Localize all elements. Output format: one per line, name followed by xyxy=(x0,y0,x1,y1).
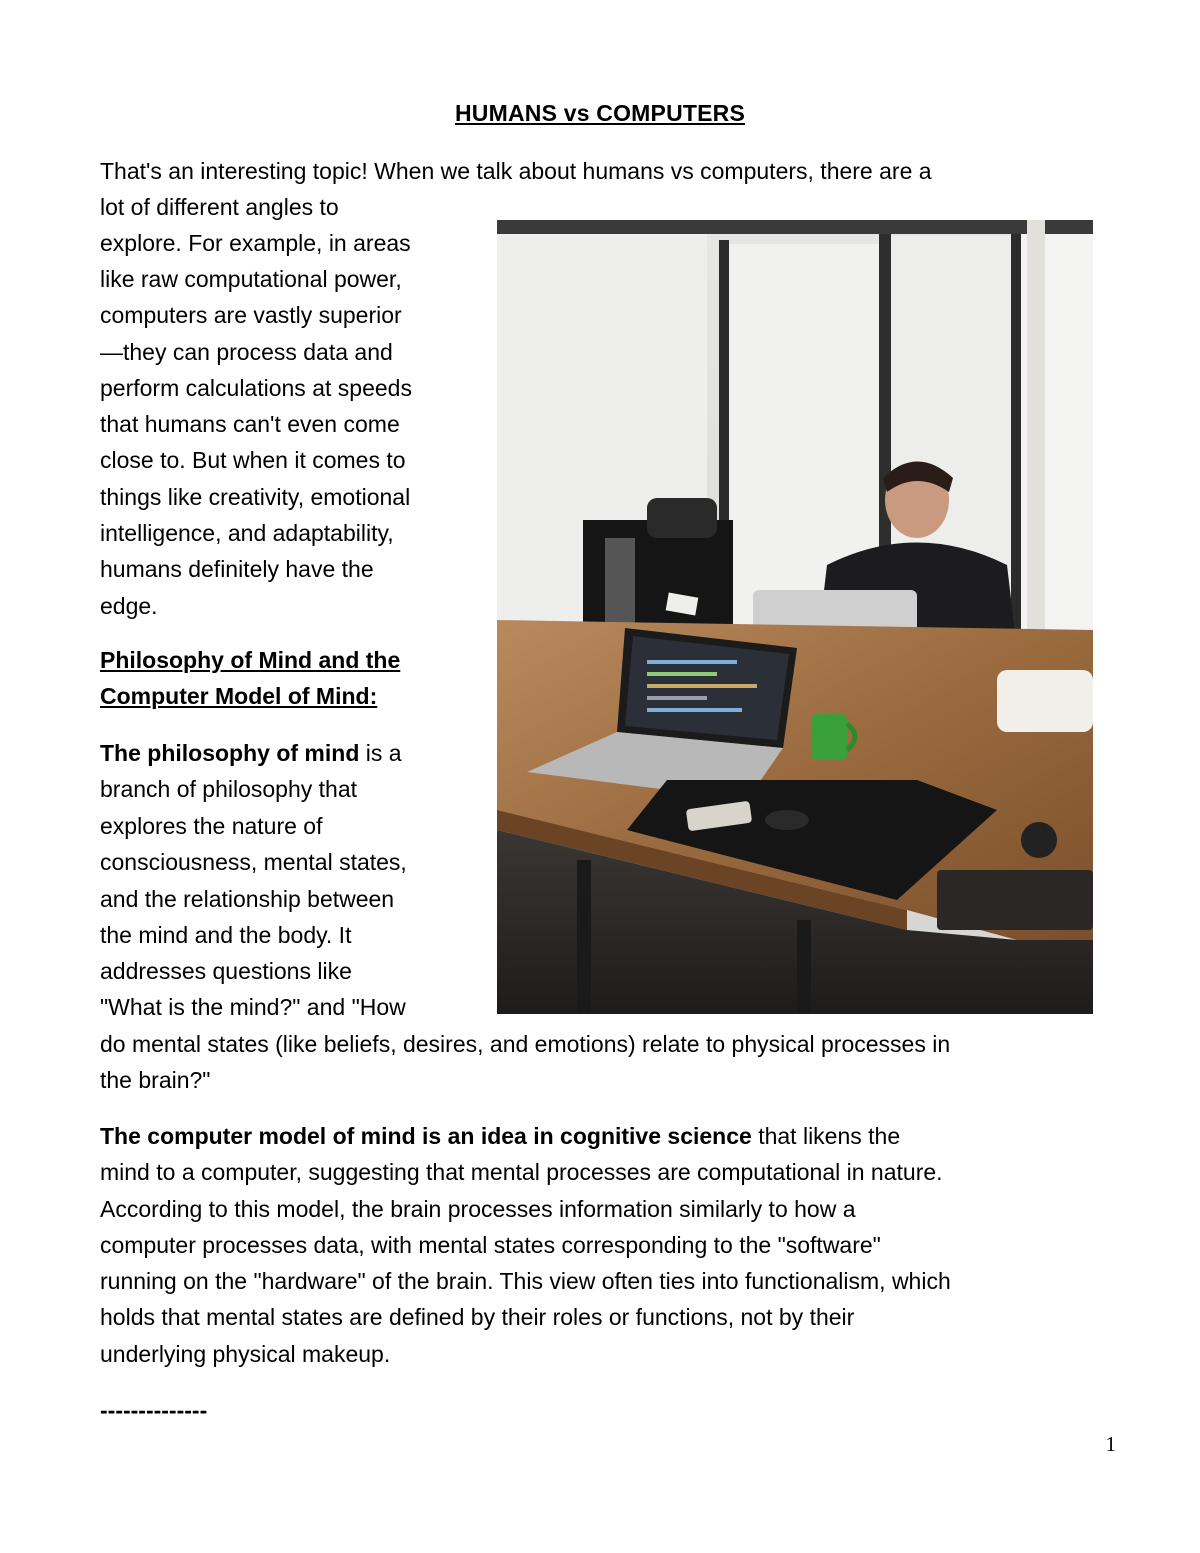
p2-bold-term: The philosophy of mind xyxy=(100,740,360,766)
p3-line: mind to a computer, suggesting that mental processes are computational in nature. xyxy=(100,1159,943,1185)
p2-line: explores the nature of xyxy=(100,813,323,839)
intro-line: humans definitely have the xyxy=(100,556,374,582)
section-heading: Philosophy of Mind and the xyxy=(100,647,401,673)
p2-line: do mental states (like beliefs, desires, and emotions) relate to physical processes in xyxy=(100,1031,951,1057)
document-title: HUMANS vs COMPUTERS xyxy=(454,100,746,126)
p3-first-line xyxy=(100,1118,900,1154)
section-heading: Computer Model of Mind: xyxy=(100,683,378,709)
p2-first-line xyxy=(100,735,402,771)
p3-line: According to this model, the brain processes information similarly to how a xyxy=(100,1196,856,1222)
intro-line: explore. For example, in areas xyxy=(100,230,411,256)
p2-line: "What is the mind?" and "How xyxy=(100,994,406,1020)
office-photo-illustration xyxy=(497,220,1093,1014)
p3-line: underlying physical makeup. xyxy=(100,1341,391,1367)
intro-line: things like creativity, emotional xyxy=(100,484,411,510)
intro-line: that humans can't even come xyxy=(100,411,400,437)
p2-line: branch of philosophy that xyxy=(100,776,358,802)
p3-bold-term: The computer model of mind is an idea in cognitive science xyxy=(100,1123,752,1149)
intro-line: intelligence, and adaptability, xyxy=(100,520,394,546)
office-photo xyxy=(497,220,1093,1014)
p3-line: computer processes data, with mental states corresponding to the "software" xyxy=(100,1232,881,1258)
intro-line: That's an interesting topic! When we talk about humans vs computers, there are a xyxy=(100,158,932,184)
intro-line: lot of different angles to xyxy=(100,194,339,220)
p2-first-rest: is a xyxy=(359,740,402,766)
p2-line: consciousness, mental states, xyxy=(100,849,407,875)
separator: -------------- xyxy=(100,1397,208,1423)
intro-line: close to. But when it comes to xyxy=(100,447,406,473)
p2-line: and the relationship between xyxy=(100,886,395,912)
intro-line: —they can process data and xyxy=(100,339,393,365)
intro-line: like raw computational power, xyxy=(100,266,402,292)
page-number: 1 xyxy=(1105,1432,1116,1456)
p3-line: running on the "hardware" of the brain. This view often ties into functionalism, which xyxy=(100,1268,951,1294)
p2-line: the brain?" xyxy=(100,1067,211,1093)
p3-first-rest: that likens the xyxy=(751,1123,901,1149)
intro-line: edge. xyxy=(100,593,158,619)
p2-line: addresses questions like xyxy=(100,958,352,984)
intro-line: perform calculations at speeds xyxy=(100,375,412,401)
intro-line: computers are vastly superior xyxy=(100,302,402,328)
p2-line: the mind and the body. It xyxy=(100,922,352,948)
p3-line: holds that mental states are defined by their roles or functions, not by their xyxy=(100,1304,855,1330)
